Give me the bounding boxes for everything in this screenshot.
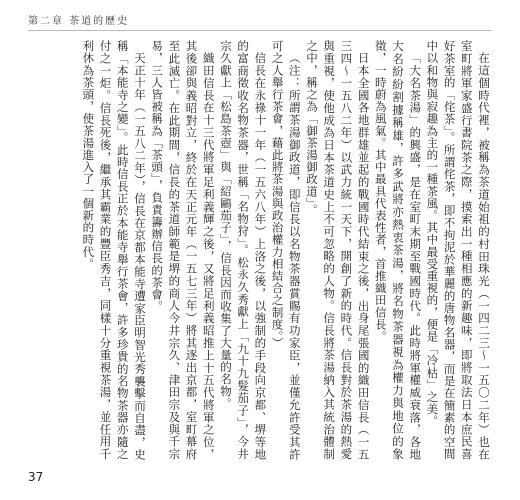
- paragraph: （注：所謂茶湯御政道，即信長以名物茶器賞賜有功家臣，並僅允許受其許可之人舉行茶會，藉此將茶湯與政治權力相結合之制度。）: [270, 40, 302, 460]
- paragraph: 在這個時代裡，被稱為茶道始祖的村田珠光（一四二三～一五〇二年）也在室町將軍家盛行書院茶之際，摸索出一種相應的新趣味，即將取法日本庶民喜好茶室的「侘茶」。所謂侘茶，即不拘泥於華麗的唐物名器，而是在簡素的空間中以和物與寂趣為主的一種茶風。其中最受重視的，便是「冷枯」之美。: [425, 40, 491, 460]
- paragraph: 天正十年（一五八二年），信長在京都本能寺遭家臣明智光秀襲擊而自盡，史稱「本能寺之變」。此時信長正於本能寺舉行茶會，許多珍貴的名物茶器亦隨之付之一炬。信長死後，繼承其霸業的豐臣秀吉，同樣十分重視茶湯，並任用千利休為茶頭，使茶湯進入了一個新的時代。: [81, 40, 147, 460]
- paragraph: 織田信長在十三代將軍足利義輝之後，又將足利義昭推上十五代將軍之位，其後卻與義昭對立，終於在天正元年（一五七三年）將其逐出京都，室町幕府至此滅亡。在此期間，信長的茶道師範是堺的商人今井宗久、津田宗及與千宗易，三人皆被稱為「茶頭」，負責籌辦信長的茶會。: [150, 40, 216, 460]
- page-number: 37: [28, 470, 44, 484]
- header-divider: [28, 30, 492, 31]
- running-head: 第二章 茶道的歷史: [28, 16, 130, 27]
- paragraph: 信長在永祿十一年（一五六八年）上洛之後，以強制的手段向京都、堺等地的富商徵收名物茶器，世稱「名物狩」。松永久秀獻上「九十九髮茄子」，今井宗久獻上「松島茶壺」與「紹鷗茄子」，信長因而收集了大量的名物。: [218, 40, 268, 460]
- paragraph: 日本全國各地群雄並起的戰國時代結束之後，出身尾張國的織田信長（一五三四～一五八二年）以武力統一天下，開創了新的時代。信長對於茶湯的熱愛與重視，使他成為日本茶道史上不可忽略的人物。信長將茶湯納入其統治體制之中，稱之為「御茶湯御政道」。: [304, 40, 371, 460]
- body-text: [28, 40, 492, 460]
- paragraph: 「大名茶湯」的興盛，是在室町末期至戰國時代。此時將軍權威衰落，各地大名紛紛割據稱雄，許多武將亦熱衷茶湯，將名物茶器視為權力與地位的象徵，一時蔚為風氣。其中最具代表性者，首推織田信長。: [373, 40, 423, 460]
